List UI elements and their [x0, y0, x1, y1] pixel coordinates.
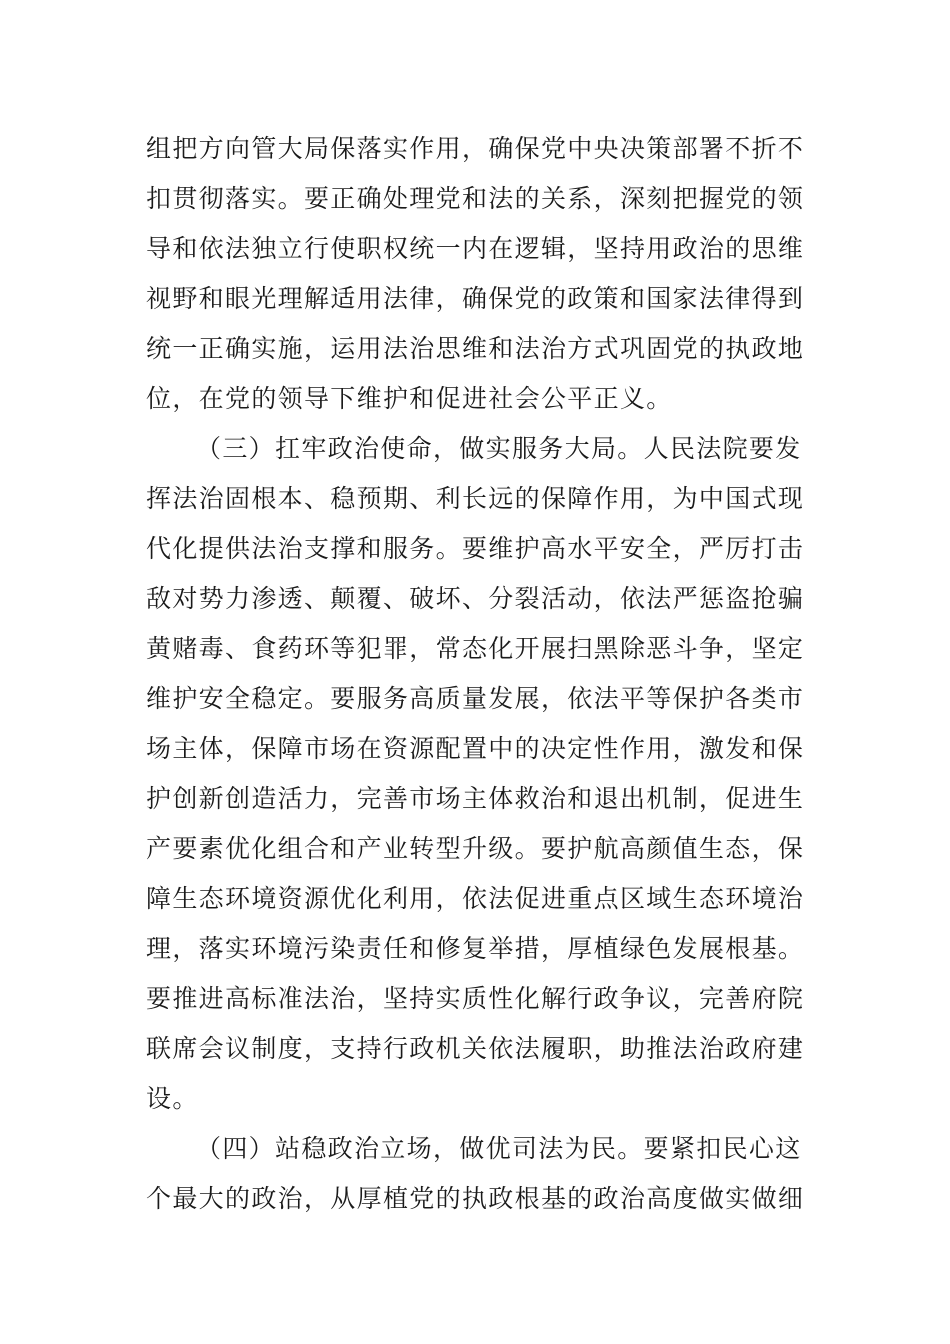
line-text: 理，落实环境污染责任和修复举措，厚植绿色发展根基。 — [146, 934, 805, 963]
text-line — [0, 1079, 950, 1119]
paragraph-start-line — [0, 429, 950, 469]
line-text: 视野和眼光理解适用法律，确保党的政策和国家法律得到 — [146, 284, 805, 313]
text-line — [0, 979, 950, 1019]
text-line — [0, 179, 950, 219]
line-text: （三）扛牢政治使命，做实服务大局。人民法院要发 — [196, 434, 802, 463]
line-text: 联席会议制度，支持行政机关依法履职，助推法治政府建 — [146, 1034, 805, 1063]
line-text: 设。 — [146, 1084, 199, 1113]
text-line — [0, 629, 950, 669]
text-line — [0, 129, 950, 169]
text-line — [0, 579, 950, 619]
line-text: 统一正确实施，运用法治思维和法治方式巩固党的执政地 — [146, 334, 805, 363]
line-text: 黄赌毒、食药环等犯罪，常态化开展扫黑除恶斗争，坚定 — [146, 634, 805, 663]
line-text: 组把方向管大局保落实作用，确保党中央决策部署不折不 — [146, 134, 805, 163]
paragraph-start-line — [0, 1129, 950, 1169]
text-line — [0, 729, 950, 769]
text-line — [0, 379, 950, 419]
line-text: 障生态环境资源优化利用，依法促进重点区域生态环境治 — [146, 884, 805, 913]
text-line — [0, 1179, 950, 1219]
text-line — [0, 929, 950, 969]
text-line — [0, 679, 950, 719]
text-line — [0, 779, 950, 819]
line-text: （四）站稳政治立场，做优司法为民。要紧扣民心这 — [196, 1134, 802, 1163]
line-text: 挥法治固根本、稳预期、利长远的保障作用，为中国式现 — [146, 484, 805, 513]
line-text: 个最大的政治，从厚植党的执政根基的政治高度做实做细 — [146, 1184, 805, 1213]
line-text: 代化提供法治支撑和服务。要维护高水平安全，严厉打击 — [146, 534, 805, 563]
line-text: 产要素优化组合和产业转型升级。要护航高颜值生态，保 — [146, 834, 805, 863]
line-text: 导和依法独立行使职权统一内在逻辑，坚持用政治的思维 — [146, 234, 805, 263]
line-text: 扣贯彻落实。要正确处理党和法的关系，深刻把握党的领 — [146, 184, 805, 213]
line-text: 敌对势力渗透、颠覆、破坏、分裂活动，依法严惩盗抢骗 — [146, 584, 805, 613]
text-line — [0, 279, 950, 319]
text-line — [0, 529, 950, 569]
line-text: 维护安全稳定。要服务高质量发展，依法平等保护各类市 — [146, 684, 805, 713]
text-line — [0, 879, 950, 919]
line-text: 要推进高标准法治，坚持实质性化解行政争议，完善府院 — [146, 984, 805, 1013]
text-line — [0, 229, 950, 269]
text-line — [0, 329, 950, 369]
text-line — [0, 829, 950, 869]
line-text: 位，在党的领导下维护和促进社会公平正义。 — [146, 384, 673, 413]
line-text: 护创新创造活力，完善市场主体救治和退出机制，促进生 — [146, 784, 805, 813]
line-text: 场主体，保障市场在资源配置中的决定性作用，激发和保 — [146, 734, 805, 763]
text-line — [0, 1029, 950, 1069]
text-line — [0, 479, 950, 519]
